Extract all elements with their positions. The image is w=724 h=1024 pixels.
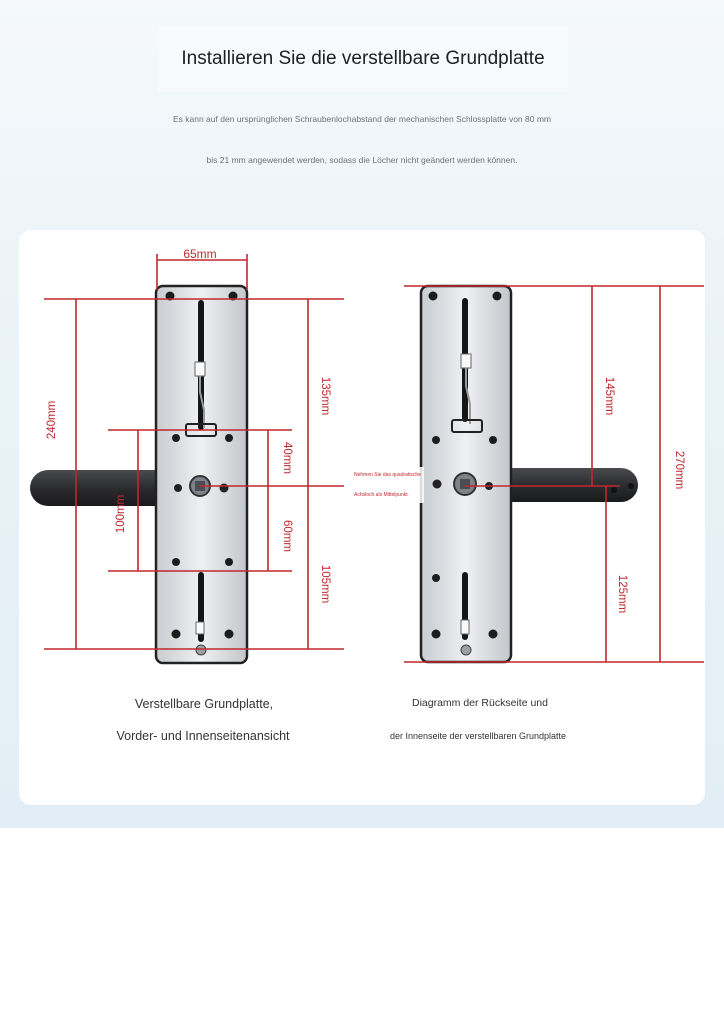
back-upper-label: 145mm [603, 376, 615, 416]
back-view [350, 286, 704, 662]
front-side-hole-left [174, 484, 182, 492]
back-caption-line-1: Diagramm der Rückseite und [412, 697, 548, 709]
front-lower-label: 105mm [319, 564, 331, 604]
back-spindle-square [460, 479, 470, 489]
back-handle-screw-1 [611, 487, 617, 493]
back-total-height-label: 270mm [673, 450, 685, 490]
page-title: Installieren Sie die verstellbare Grundplatte [158, 26, 568, 92]
back-note-line-2: Achsloch als Mittelpunkt [354, 492, 408, 498]
back-bottom-screw [461, 645, 471, 655]
front-lower-mid-label: 60mm [281, 520, 293, 552]
front-bottom-connector [196, 622, 204, 634]
front-side-hole-right [220, 484, 229, 493]
back-handle [496, 468, 638, 502]
front-width-label: 65mm [183, 247, 217, 261]
back-side-hole-left [433, 480, 442, 489]
front-caption-line-2: Vorder- und Innenseitenansicht [116, 729, 290, 743]
subtitle-line-2: bis 21 mm angewendet werden, sodass die Löcher nicht geändert werden können. [206, 155, 518, 165]
back-handle-screw-2 [628, 483, 634, 489]
front-total-height-label: 240mm [46, 400, 58, 440]
front-upper-mid-label: 40mm [281, 442, 293, 474]
back-bottom-connector [461, 620, 469, 634]
back-note-line-1: Nehmen Sie das quadratische [354, 472, 421, 478]
front-middle-span-label: 100mm [115, 494, 127, 534]
front-caption-line-1: Verstellbare Grundplatte, [134, 697, 274, 711]
back-cable-connector [461, 354, 471, 368]
front-cable-connector [195, 362, 205, 376]
front-view [30, 247, 344, 663]
back-lower-label: 125mm [616, 574, 628, 614]
front-bottom-screw [196, 645, 206, 655]
front-upper-label: 135mm [319, 376, 331, 416]
subtitle-line-1: Es kann auf den ursprünglichen Schraubenlochabstand der mechanischen Schlossplatte von 80 mm [172, 114, 551, 124]
back-caption-line-2: der Innenseite der verstellbaren Grundplatte [389, 731, 567, 741]
